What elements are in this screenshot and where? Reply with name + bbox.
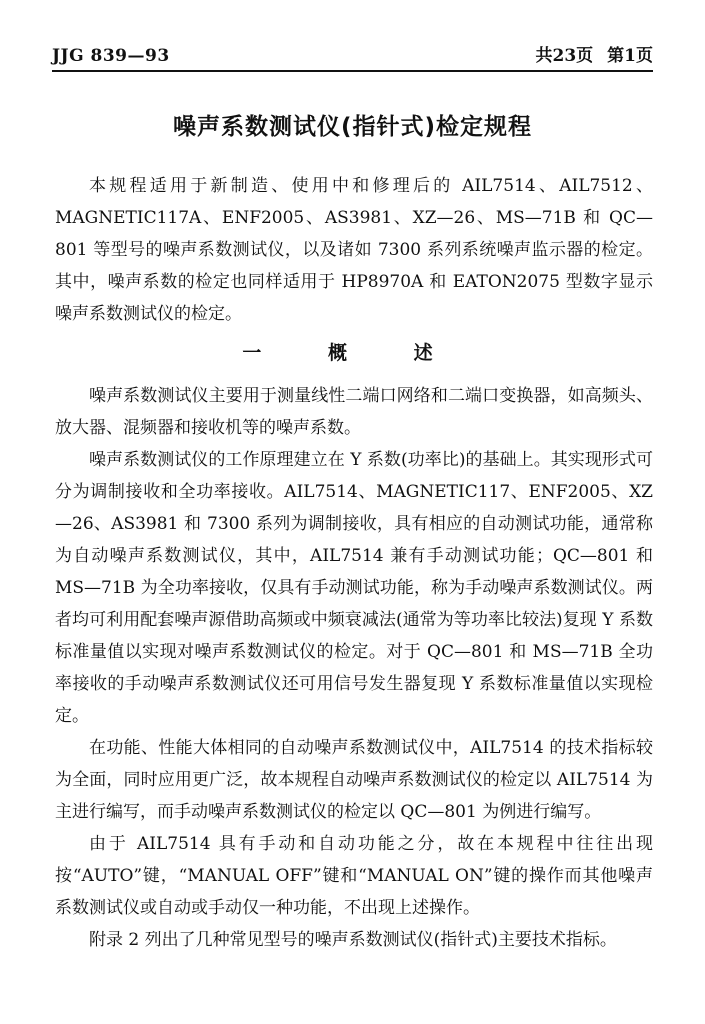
intro-section [55, 170, 653, 330]
page-number: 第1页 [607, 46, 653, 66]
intro-paragraph: 本规程适用于新制造、使用中和修理后的 AIL7514、AIL7512、MAGNETIC117A、ENF2005、AS3981、XZ—26、MS—71B 和 QC—801 等型号的噪声系数测试仪，以及诸如 7300 系列系统噪声监示器的检定。其中，噪声系数的检定也同样适用于 HP8970A 和 EATON2075 型数字显示噪声系数测试仪的检定。 [55, 176, 653, 324]
body-paragraph-1: 噪声系数测试仪主要用于测量线性二端口网络和二端口变换器，如高频头、放大器、混频器和接收机等的噪声系数。 [55, 386, 653, 438]
body-paragraph-4: 由于 AIL7514 具有手动和自动功能之分，故在本规程中往往出现按“AUTO”键，“MANUAL OFF”键和“MANUAL ON”键的操作而其他噪声系数测试仪或自动或手动仅一种功能，不出现上述操作。 [55, 834, 653, 918]
page-indicator [535, 41, 653, 66]
body-paragraph-3: 在功能、性能大体相同的自动噪声系数测试仪中，AIL7514 的技术指标较为全面，同时应用更广泛，故本规程自动噪声系数测试仪的检定以 AIL7514 为主进行编写，而手动噪声系数测试仪的检定以 QC—801 为例进行编写。 [55, 738, 653, 822]
document-title: 噪声系数测试仪(指针式)检定规程 [172, 114, 533, 140]
total-pages: 共23页 [535, 46, 594, 66]
page-header [52, 30, 653, 72]
body-paragraph-5: 附录 2 列出了几种常见型号的噪声系数测试仪(指针式)主要技术指标。 [89, 930, 617, 950]
body-paragraph-2: 噪声系数测试仪的工作原理建立在 Y 系数(功率比)的基础上。其实现形式可分为调制接收和全功率接收。AIL7514、MAGNETIC117、ENF2005、XZ—26、AS3981 和 7300 系列为调制接收，具有相应的自动测试功能，通常称为自动噪声系数测试仪，其中，AIL7514 兼有手动测试功能；QC—801 和 MS—71B 为全功率接收，仅具有手动测试功能，称为手动噪声系数测试仪。两者均可利用配套噪声源借助高频或中频衰减法(通常为等功率比较法)复现 Y 系数标准量值以实现对噪声系数测试仪的检定。对于 QC—801 和 MS—71B 全功率接收的手动噪声系数测试仪还可用信号发生器复现 Y 系数标准量值以实现检定。 [55, 450, 653, 726]
standard-code: JJG 839—93 [52, 46, 170, 66]
section-body [55, 380, 653, 956]
section-heading: 一 概 述 [242, 342, 463, 364]
